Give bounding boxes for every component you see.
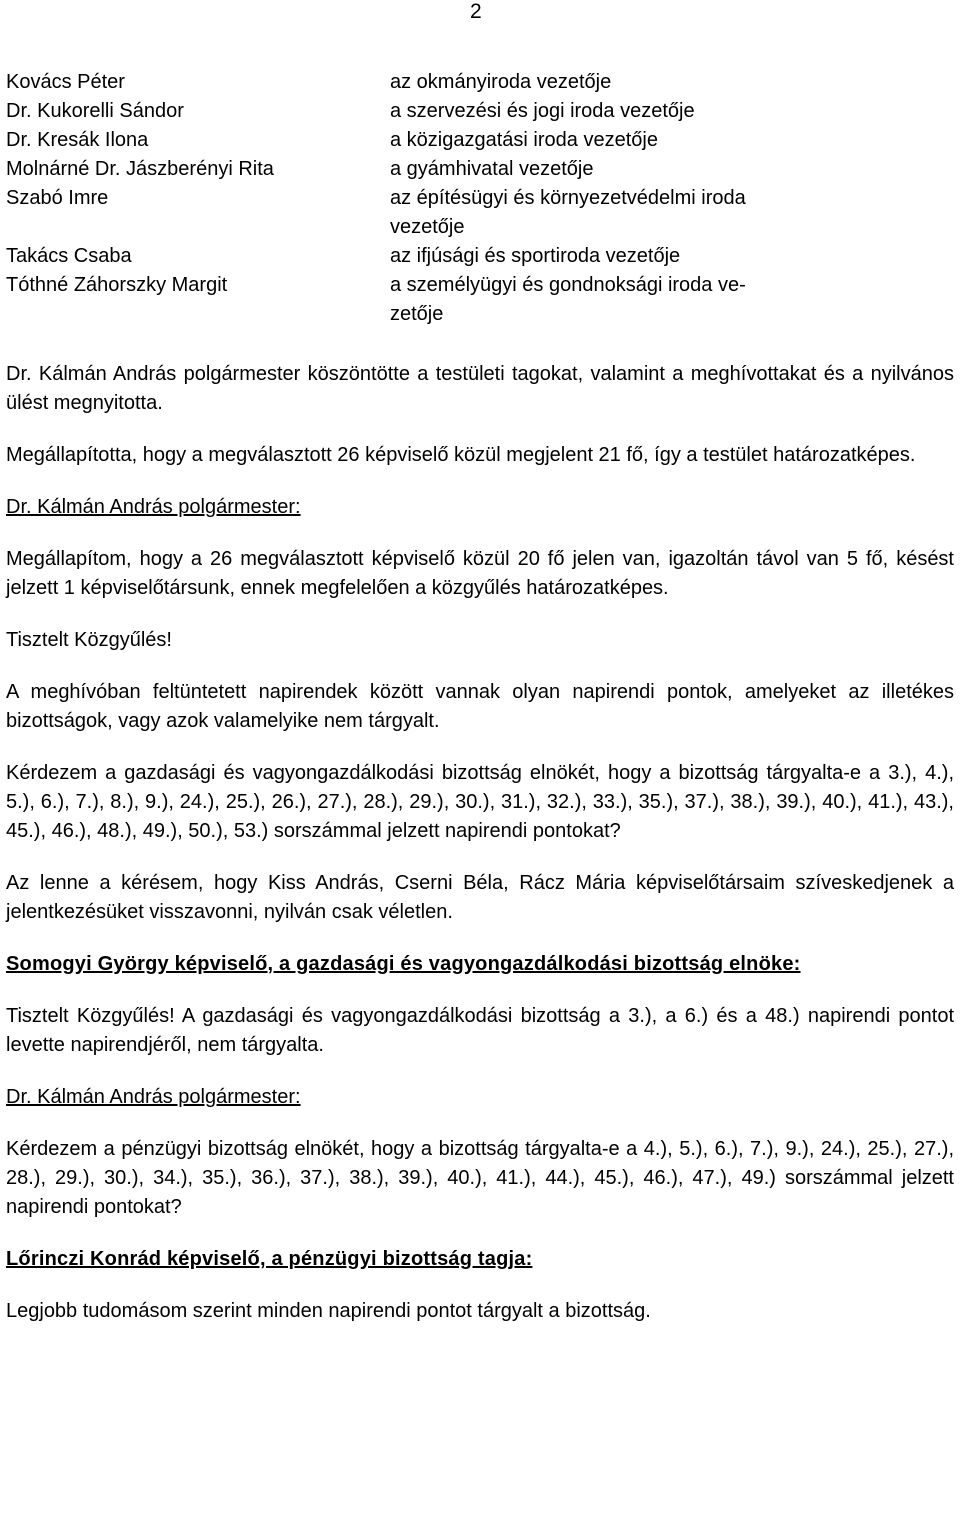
speaker-heading: Somogyi György képviselő, a gazdasági és vagyongazdálkodási bizottság elnöke: xyxy=(6,953,801,975)
attendee-name: Kovács Péter xyxy=(6,71,125,93)
minutes-body xyxy=(6,360,954,1349)
roster-row xyxy=(6,271,956,329)
attendee-role xyxy=(390,242,870,271)
attendee-role xyxy=(390,271,870,329)
attendee-name: Tóthné Záhorszky Margit xyxy=(6,274,228,296)
paragraph: Megállapítom, hogy a 26 megválasztott képviselő közül 20 fő jelen van, igazoltán távol van 5 fő, késést jelzett 1 képviselőtársunk, ennek megfelelően a közgyűlés határozatképes. xyxy=(6,548,954,599)
speaker-heading: Dr. Kálmán András polgármester: xyxy=(6,1086,301,1108)
attendee-role-line: az okmányiroda vezetője xyxy=(390,71,612,93)
page-number: 2 xyxy=(470,0,482,23)
paragraph: Dr. Kálmán András polgármester köszöntötte a testületi tagokat, valamint a meghívottakat és a nyilvános ülést megnyitotta. xyxy=(6,363,954,414)
roster-row xyxy=(6,97,956,126)
attendee-roster xyxy=(6,68,956,329)
attendee-role-line: vezetője xyxy=(390,216,465,238)
attendee-role-line: az építésügyi és környezetvédelmi iroda xyxy=(390,187,746,209)
speaker-heading: Lőrinczi Konrád képviselő, a pénzügyi bizottság tagja: xyxy=(6,1248,533,1270)
attendee-name: Molnárné Dr. Jászberényi Rita xyxy=(6,158,274,180)
roster-row xyxy=(6,242,956,271)
attendee-name: Szabó Imre xyxy=(6,187,109,209)
attendee-role-line: a személyügyi és gondnoksági iroda ve- xyxy=(390,274,746,296)
roster-row xyxy=(6,126,956,155)
attendee-role-line: az ifjúsági és sportiroda vezetője xyxy=(390,245,681,267)
roster-row xyxy=(6,155,956,184)
attendee-role xyxy=(390,126,870,155)
attendee-role-line: a gyámhivatal vezetője xyxy=(390,158,594,180)
attendee-name: Takács Csaba xyxy=(6,245,132,267)
attendee-role xyxy=(390,97,870,126)
attendee-role xyxy=(390,155,870,184)
paragraph: Tisztelt Közgyűlés! xyxy=(6,629,172,651)
attendee-role-line: a szervezési és jogi iroda vezetője xyxy=(390,100,695,122)
roster-row xyxy=(6,68,956,97)
speaker-heading: Dr. Kálmán András polgármester: xyxy=(6,496,301,518)
roster-row xyxy=(6,184,956,242)
attendee-role-line: a közigazgatási iroda vezetője xyxy=(390,129,658,151)
attendee-name: Dr. Kukorelli Sándor xyxy=(6,100,184,122)
paragraph: Megállapította, hogy a megválasztott 26 képviselő közül megjelent 21 fő, így a testület határozatképes. xyxy=(6,444,916,466)
paragraph: A meghívóban feltüntetett napirendek között vannak olyan napirendi pontok, amelyeket az illetékes bizottságok, vagy azok valamelyike nem tárgyalt. xyxy=(6,681,954,732)
attendee-role xyxy=(390,184,870,242)
attendee-name: Dr. Kresák Ilona xyxy=(6,129,149,151)
attendee-role xyxy=(390,68,870,97)
paragraph: Tisztelt Közgyűlés! A gazdasági és vagyongazdálkodási bizottság a 3.), a 6.) és a 48.) napirendi pontot levette napirendjéről, nem tárgyalta. xyxy=(6,1005,954,1056)
paragraph: Kérdezem a pénzügyi bizottság elnökét, hogy a bizottság tárgyalta-e a 4.), 5.), 6.), 7.), 9.), 24.), 25.), 27.), 28.), 29.), 30.), 34.), 35.), 36.), 37.), 38.), 39.), 40.), 41.), 44.), 45.), 46.), 47.), 49.) sorszámmal jelzett napirendi pontokat? xyxy=(6,1138,954,1218)
paragraph: Kérdezem a gazdasági és vagyongazdálkodási bizottság elnökét, hogy a bizottság tárgyalta-e a 3.), 4.), 5.), 6.), 7.), 8.), 9.), 24.), 25.), 26.), 27.), 28.), 29.), 30.), 31.), 32.), 33.), 35.), 37.), 38.), 39.), 40.), 41.), 43.), 45.), 46.), 48.), 49.), 50.), 53.) sorszámmal jelzett napirendi pontokat? xyxy=(6,762,954,842)
paragraph: Az lenne a kérésem, hogy Kiss András, Cserni Béla, Rácz Mária képviselőtársaim szíveskedjenek a jelentkezésüket visszavonni, nyilván csak véletlen. xyxy=(6,872,954,923)
attendee-role-line: zetője xyxy=(390,303,444,325)
paragraph: Legjobb tudomásom szerint minden napirendi pontot tárgyalt a bizottság. xyxy=(6,1300,651,1322)
